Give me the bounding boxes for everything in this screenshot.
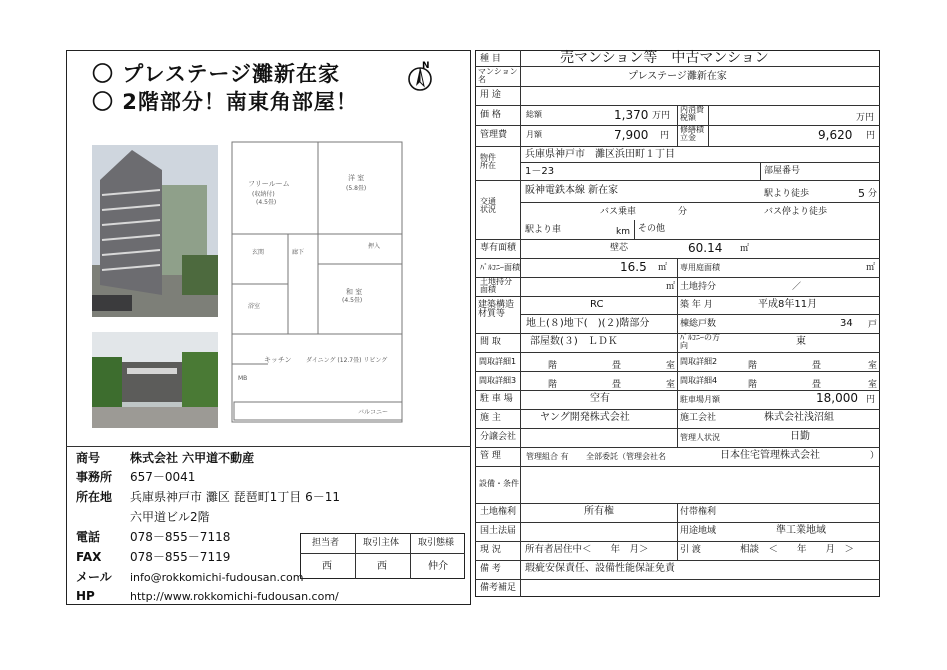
zone-value: 準工業地域: [776, 525, 826, 536]
office-value: 657－0041: [130, 470, 196, 484]
stamp-head-2: 取引主体: [363, 538, 400, 548]
parking-label: 駐 車 場: [480, 394, 513, 404]
mgmt-label: 管理費: [480, 130, 508, 140]
land-right-label: 土地権利: [480, 507, 517, 517]
built-label: 築 年 月: [680, 300, 713, 310]
parking-fee-unit: 円: [866, 395, 876, 405]
dir-label: ﾊﾞﾙｺﾆｰの方向: [680, 333, 720, 351]
tax-label: 内消費税額: [680, 105, 704, 123]
detail4-floor: 階: [748, 380, 758, 390]
repair-value: 9,620: [818, 128, 853, 142]
hp-label: HP: [76, 589, 95, 603]
mail-label: メール: [76, 570, 112, 584]
area-value: 60.14: [688, 241, 723, 255]
traffic-label: 交通状況: [480, 197, 496, 215]
area-unit: ㎡: [740, 244, 750, 254]
room-balcony: バルコニー: [358, 409, 389, 416]
hp-value[interactable]: http://www.rokkomichi-fudousan.com/: [130, 590, 339, 603]
row-line: [475, 447, 880, 448]
land-share-label: 土地持分面積: [480, 277, 512, 295]
bus-unit: 分: [678, 207, 688, 217]
note-value: 瑕疵安保責任、設備性能保証免責: [525, 563, 675, 574]
manage-value: 全部委託（管理会社名: [586, 452, 666, 461]
car-label: 駅より車: [525, 225, 562, 235]
trade-value: 株式会社 六甲道不動産: [130, 451, 255, 465]
stamp-val-3: 仲介: [428, 561, 448, 572]
owner-value: ヤング開発株式会社: [540, 412, 630, 423]
col-line: [677, 503, 678, 560]
busstop-label: バス停より徒歩: [764, 207, 828, 217]
row-line: [475, 239, 880, 240]
balcony-label: ﾊﾞﾙｺﾆｰ面積: [480, 263, 520, 272]
parking-fee-value: 18,000: [816, 391, 858, 405]
units-label: 棟総戸数: [680, 319, 717, 329]
fax-value: 078－855－7119: [130, 550, 231, 564]
repair-unit: 円: [866, 131, 876, 141]
tel-label: 電話: [76, 530, 101, 544]
tel-value: 078－855－7118: [130, 530, 231, 544]
line-value: 阪神電鉄本線 新在家: [525, 185, 619, 196]
detail2-mat: 畳: [812, 361, 822, 371]
kind-label: 種 目: [480, 54, 501, 64]
col-line: [634, 220, 635, 239]
handover-value: 相談 ＜ 年 月 ＞: [740, 544, 855, 555]
mail-value[interactable]: info@rokkomichi-fudousan.com: [130, 571, 304, 584]
detail4-mat: 畳: [812, 380, 822, 390]
manage-label: 管 理: [480, 451, 501, 461]
garden-unit: ㎡: [866, 263, 876, 273]
room-entrance: 玄関: [252, 249, 265, 256]
name-label: マンション名: [478, 67, 518, 85]
detail3-mat: 畳: [612, 380, 622, 390]
bus-label: バス乗車: [600, 207, 637, 217]
stamp-col-2: [410, 533, 411, 579]
parking-value: 空有: [590, 393, 610, 404]
mgmt-value: 7,900: [614, 128, 649, 142]
loc-value: 兵庫県神戸市 灘区浜田町１丁目: [525, 149, 675, 160]
room-living: ダイニング (12.7畳) リビング: [306, 357, 388, 364]
detail1-mat: 畳: [612, 361, 622, 371]
row-line: [475, 146, 880, 147]
headline-feature: 〇 2階部分！南東角部屋！: [92, 90, 358, 114]
stamp-divider: [300, 553, 465, 554]
detail3-label: 間取詳細3: [479, 376, 517, 385]
price-unit: 万円: [652, 111, 671, 121]
row-line: [475, 466, 880, 467]
col-line: [677, 296, 678, 447]
price-sub: 総額: [526, 110, 542, 119]
detail2-floor: 階: [748, 361, 758, 371]
manage-state-value: 日勤: [790, 431, 810, 442]
office-label: 事務所: [76, 470, 113, 484]
note-label: 備 考: [480, 564, 501, 574]
detail1-room: 室: [666, 361, 676, 371]
mgmt-sub: 月額: [526, 130, 542, 139]
col-line: [677, 105, 678, 146]
row-line: [520, 202, 880, 203]
repair-label: 修繕積立金: [680, 125, 704, 143]
stamp-val-2: 西: [377, 561, 387, 572]
builder-label: 施工会社: [680, 413, 717, 423]
manage-company: 日本住宅管理株式会社: [720, 450, 820, 461]
tax-unit: 万円: [856, 113, 875, 123]
row-line: [520, 314, 880, 315]
sale-label: 分譲会社: [480, 432, 517, 442]
equip-label: 設備・条件: [479, 479, 519, 488]
note2-label: 備考補足: [480, 583, 517, 593]
room-japanese-size: (4.5畳): [342, 297, 363, 304]
price-value: 1,370: [614, 108, 649, 122]
room-japanese: 和 室: [346, 288, 363, 296]
building-photo: [92, 145, 218, 317]
mgmt-unit: 円: [660, 131, 670, 141]
land-share2-value: ／: [792, 282, 802, 292]
room-free-note: (収納付): [252, 191, 275, 198]
row-line: [475, 180, 880, 181]
garden-label: 専用庭面積: [680, 263, 720, 272]
attach-label: 付帯権利: [680, 507, 717, 517]
handover-label: 引 渡: [680, 545, 701, 555]
row-line: [475, 579, 880, 580]
floors-value: 地上(８)地下( )(２)階部分: [526, 318, 650, 329]
owner-label: 施 主: [480, 413, 501, 423]
land-share-unit: ㎡: [666, 282, 676, 292]
room-mb: MB: [238, 375, 248, 382]
name-value: プレステージ灘新在家: [628, 71, 727, 82]
builder-value: 株式会社浅沼組: [764, 412, 834, 423]
col-line: [677, 258, 678, 296]
trade-label: 商号: [76, 451, 101, 465]
col-line: [760, 162, 761, 180]
detail3-floor: 階: [548, 380, 558, 390]
stamp-val-1: 西: [322, 561, 332, 572]
struct-value: RC: [590, 299, 604, 310]
status-label: 現 況: [480, 545, 501, 555]
floor-plan: [228, 124, 413, 440]
status-value: 所有者居住中＜ 年 月＞: [525, 544, 649, 555]
units-unit: 戸: [868, 320, 878, 330]
manage-close: ）: [870, 451, 880, 461]
addr-value-2: 六甲道ビル2階: [130, 510, 210, 524]
room-kitchen: キッチン: [264, 356, 292, 364]
stamp-head-1: 担当者: [312, 538, 340, 548]
headline-name: 〇 プレステージ灘新在家: [92, 62, 341, 86]
walk-unit: 分: [868, 189, 878, 199]
other-label: その他: [638, 224, 666, 234]
law-label: 国土法届: [480, 526, 517, 536]
entrance-photo: [92, 332, 218, 428]
layout-label: 間 取: [480, 337, 501, 347]
row-line: [475, 66, 880, 67]
detail2-label: 間取詳細2: [680, 357, 718, 366]
room-hall: 廊下: [292, 249, 305, 256]
stamp-head-3: 取引態様: [418, 538, 455, 548]
units-value: 34: [840, 318, 853, 329]
land-share2-label: 土地持分: [680, 282, 717, 292]
balcony-unit: ㎡: [658, 263, 668, 273]
price-label: 価 格: [480, 110, 501, 120]
room-bath: 浴室: [248, 303, 261, 310]
zone-label: 用途地域: [680, 526, 717, 536]
label-col-line: [520, 50, 521, 597]
north-compass-icon: [406, 60, 434, 92]
north-label: N: [422, 61, 430, 71]
room-no-label: 部屋番号: [764, 166, 801, 176]
row-line: [520, 162, 880, 163]
fax-label: FAX: [76, 550, 102, 564]
addr-label: 所在地: [76, 490, 113, 504]
manage-union: 管理組合 有: [526, 452, 569, 461]
car-unit: km: [616, 227, 630, 237]
area-type: 壁芯: [610, 243, 629, 253]
kind-value: 売マンション等 中古マンション: [560, 50, 769, 66]
stamp-col-1: [355, 533, 356, 579]
detail4-label: 間取詳細4: [680, 376, 718, 385]
room-free: フリールーム: [248, 180, 290, 188]
walk-label: 駅より徒歩: [764, 189, 810, 199]
layout-value: 部屋数(３) ＬＤＫ: [530, 336, 618, 347]
detail1-floor: 階: [548, 361, 558, 371]
company-top-line: [66, 446, 471, 447]
detail4-room: 室: [868, 380, 878, 390]
manage-state-label: 管理人状況: [680, 433, 720, 442]
detail3-room: 室: [666, 380, 676, 390]
built-value: 平成8年11月: [758, 299, 818, 310]
room-western-size: (5.8畳): [346, 185, 367, 192]
detail2-room: 室: [868, 361, 878, 371]
addr-value: 兵庫県神戸市 灘区 琵琶町1丁目 6－11: [130, 490, 340, 504]
row-line: [475, 86, 880, 87]
detail1-label: 間取詳細1: [479, 357, 517, 366]
dir-value: 東: [796, 336, 806, 347]
row-line: [475, 560, 880, 561]
room-closet: 押入: [368, 243, 381, 250]
loc-label: 物件所在: [480, 153, 496, 171]
use-label: 用 途: [480, 90, 501, 100]
land-right-value: 所有権: [584, 506, 614, 517]
col-line: [708, 105, 709, 146]
walk-value: 5: [858, 187, 865, 200]
area-label: 専有面積: [480, 243, 517, 253]
balcony-value: 16.5: [620, 260, 647, 274]
room-western: 洋 室: [348, 174, 365, 182]
struct-label: 建築構造材質等: [478, 300, 515, 320]
room-free-size: (4.5畳): [256, 199, 277, 206]
parking-fee-label: 駐車場月額: [680, 395, 720, 404]
loc-value-2: 1－23: [525, 166, 555, 177]
